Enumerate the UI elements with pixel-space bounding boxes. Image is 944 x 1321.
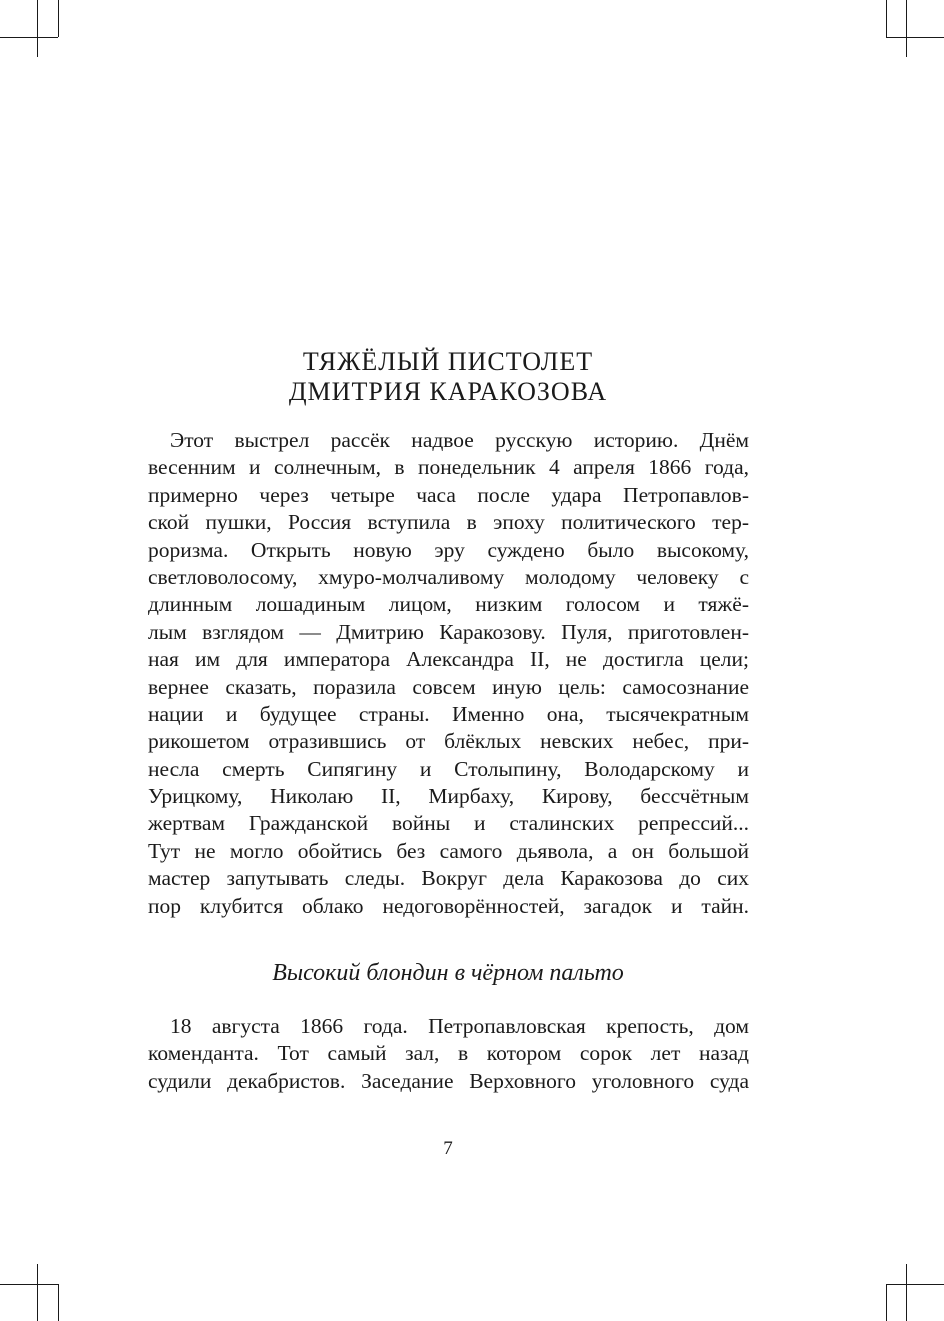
crop-mark-bottom-left-v2 xyxy=(58,1284,59,1321)
crop-mark-bottom-right-v xyxy=(906,1264,907,1321)
text-line: ской пушки, Россия вступила в эпоху политического тер- xyxy=(148,510,749,535)
crop-mark-top-right-v xyxy=(906,0,907,57)
chapter-title-line-2: ДМИТРИЯ КАРАКОЗОВА xyxy=(288,377,608,406)
text-line: длинным лошадиным лицом, низким голосом и тяжё- xyxy=(148,592,749,617)
section-paragraph xyxy=(148,1013,749,1095)
text-line: несла смерть Сипягину и Столыпину, Володарскому и xyxy=(148,756,749,781)
text-line: 18 августа 1866 года. Петропавловская крепость, дом xyxy=(170,1014,749,1038)
crop-mark-bottom-left-v xyxy=(37,1264,38,1321)
crop-mark-bottom-right-h xyxy=(886,1284,944,1285)
chapter-title-line-1: ТЯЖЁЛЫЙ ПИСТОЛЕТ xyxy=(302,347,594,376)
crop-mark-top-right-v2 xyxy=(886,0,887,37)
page-number: 7 xyxy=(443,1138,453,1159)
text-line: судили декабристов. Заседание Верховного уголовного суда xyxy=(148,1068,749,1093)
crop-mark-bottom-right-v2 xyxy=(886,1284,887,1321)
text-line: ная им для императора Александра II, не достигла цели; xyxy=(148,647,749,672)
text-line: весенним и солнечным, в понедельник 4 апреля 1866 года, xyxy=(148,455,749,480)
text-line: вернее сказать, поразила совсем иную цель: самосознание xyxy=(148,674,749,699)
intro-paragraph xyxy=(148,427,749,920)
text-line: нации и будущее страны. Именно она, тысячекратным xyxy=(148,701,749,726)
crop-mark-top-left-v xyxy=(37,0,38,57)
text-line: Урицкому, Николаю II, Мирбаху, Кирову, бессчётным xyxy=(148,784,749,809)
text-line: лым взглядом — Дмитрию Каракозову. Пуля, приготовлен- xyxy=(148,619,749,644)
crop-mark-top-right-h xyxy=(886,37,944,38)
text-line: пор клубится облако недоговорённостей, загадок и тайн. xyxy=(148,893,749,918)
text-line: роризма. Открыть новую эру суждено было высокому, xyxy=(148,537,749,562)
crop-mark-top-left-v2 xyxy=(58,0,59,37)
text-line: светловолосому, хмуро-молчаливому молодому человеку с xyxy=(148,564,749,589)
text-line: рикошетом отразившись от блёклых невских небес, при- xyxy=(148,729,749,754)
crop-mark-top-left-h xyxy=(0,37,58,38)
text-line: Тут не могло обойтись без самого дьявола, а он большой xyxy=(148,838,749,863)
text-line: жертвам Гражданской войны и сталинских репрессий... xyxy=(148,811,749,836)
text-line: коменданта. Тот самый зал, в котором сорок лет назад xyxy=(148,1041,749,1066)
section-title: Высокий блондин в чёрном пальто xyxy=(272,960,624,986)
text-line: Этот выстрел рассёк надвое русскую историю. Днём xyxy=(170,428,749,452)
text-line: мастер запутывать следы. Вокруг дела Каракозова до сих xyxy=(148,866,749,891)
crop-mark-bottom-left-h xyxy=(0,1284,58,1285)
text-line: примерно через четыре часа после удара Петропавлов- xyxy=(148,482,749,507)
